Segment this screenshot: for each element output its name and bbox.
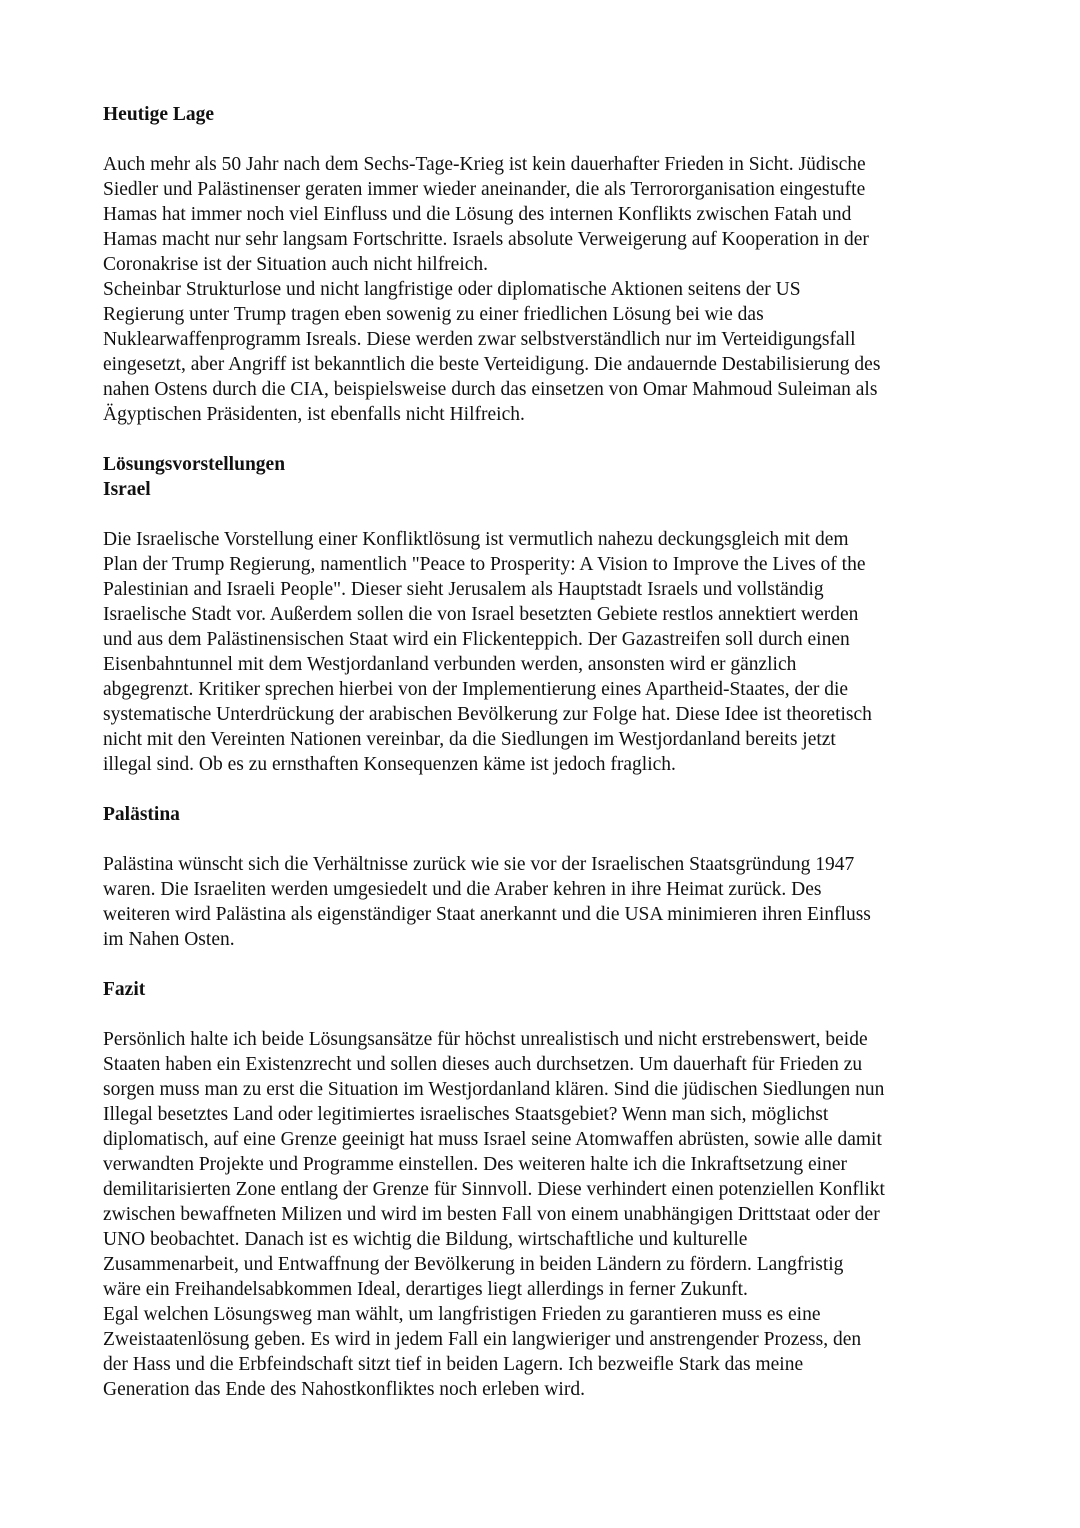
document-page	[103, 102, 983, 1402]
paragraph-israel: Die Israelische Vorstellung einer Konfliktlösung ist vermutlich nahezu deckungsgleich mit dem Plan der Trump Regierung, namentlich "Peace to Prosperity: A Vision to Improve the Lives of the Palestinian and Israeli People". Dieser sieht Jerusalem als Hauptstadt Israels und vollständig Israelische Stadt vor. Außerdem sollen die von Israel besetzten Gebiete restlos annektiert werden und aus dem Palästinensischen Staat wird ein Flickenteppich. Der Gazastreifen soll durch einen Eisenbahntunnel mit dem Westjordanland verbunden werden, ansonsten wird er gänzlich abgegrenzt. Kritiker sprechen hierbei von der Implementierung eines Apartheid-Staates, der die systematische Unterdrückung der arabischen Bevölkerung zur Folge hat. Diese Idee ist theoretisch nicht mit den Vereinten Nationen vereinbar, da die Siedlungen im Westjordanland bereits jetzt illegal sind. Ob es zu ernsthaften Konsequenzen käme ist jedoch fraglich.	[103, 529, 872, 775]
spacer	[103, 427, 983, 452]
section-heading-fazit: Fazit	[103, 979, 146, 1000]
paragraph-fazit-2: Egal welchen Lösungsweg man wählt, um langfristigen Frieden zu garantieren muss es eine Zweistaatenlösung geben. Es wird in jedem Fall ein langwieriger und anstrengender Prozess, den der Hass und die Erbfeindschaft sitzt tief in beiden Lagern. Ich bezweifle Stark das meine Generation das Ende des Nahostkonfliktes noch erleben wird.	[103, 1304, 862, 1400]
section-heading-palaestina: Palästina	[103, 804, 180, 825]
section-heading-heutige-lage: Heutige Lage	[103, 104, 215, 125]
paragraph-heutige-lage-1: Auch mehr als 50 Jahr nach dem Sechs-Tage-Krieg ist kein dauerhafter Frieden in Sicht. Jüdische Siedler und Palästinenser geraten immer wieder aneinander, die als Terrororganisation eingestufte Hamas hat immer noch viel Einfluss und die Lösung des internen Konflikts zwischen Fatah und Hamas macht nur sehr langsam Fortschritte. Israels absolute Verweigerung auf Kooperation in der Coronakrise ist der Situation auch nicht hilfreich.	[103, 154, 869, 275]
paragraph-heutige-lage-2: Scheinbar Strukturlose und nicht langfristige oder diplomatische Aktionen seitens der US Regierung unter Trump tragen eben sowenig zu einer friedlichen Lösung bei wie das Nuklearwaffenprogramm Isreals. Diese werden zwar selbstverständlich nur im Verteidigungsfall eingesetzt, aber Angriff ist bekanntlich die beste Verteidigung. Die andauernde Destabilisierung des nahen Ostens durch die CIA, beispielsweise durch das einsetzen von Omar Mahmoud Suleiman als Ägyptischen Präsidenten, ist ebenfalls nicht Hilfreich.	[103, 279, 881, 425]
paragraph-fazit-1: Persönlich halte ich beide Lösungsansätze für höchst unrealistisch und nicht erstrebenswert, beide Staaten haben ein Existenzrecht und sollen dieses auch durchsetzen. Um dauerhaft für Frieden zu sorgen muss man zu erst die Situation im Westjordanland klären. Sind die jüdischen Siedlungen nun Illegal besetztes Land oder legitimiertes israelisches Staatsgebiet? Wenn man sich, möglichst diplomatisch, auf eine Grenze geeinigt hat muss Israel seine Atomwaffen abrüsten, sowie alle damit verwandten Projekte und Programme einstellen. Des weiteren halte ich die Inkraftsetzung einer demilitarisierten Zone entlang der Grenze für Sinnvoll. Diese verhindert einen potenziellen Konflikt zwischen bewaffneten Milizen und wird im besten Fall von einem unabhängigen Drittstaat oder der UNO beobachtet. Danach ist es wichtig die Bildung, wirtschaftliche und kulturelle Zusammenarbeit, und Entwaffnung der Bevölkerung in beiden Ländern zu fördern. Langfristig wäre ein Freihandelsabkommen Ideal, derartiges liegt allerdings in ferner Zukunft.	[103, 1029, 885, 1300]
spacer	[103, 777, 983, 802]
spacer	[103, 1002, 983, 1027]
spacer	[103, 502, 983, 527]
spacer	[103, 827, 983, 852]
spacer	[103, 952, 983, 977]
spacer	[103, 127, 983, 152]
subheading-israel: Israel	[103, 479, 151, 500]
paragraph-palaestina: Palästina wünscht sich die Verhältnisse zurück wie sie vor der Israelischen Staatsgründung 1947 waren. Die Israeliten werden umgesiedelt und die Araber kehren in ihre Heimat zurück. Des weiteren wird Palästina als eigenständiger Staat anerkannt und die USA minimieren ihren Einfluss im Nahen Osten.	[103, 854, 871, 950]
section-heading-loesungsvorstellungen: Lösungsvorstellungen	[103, 454, 286, 475]
